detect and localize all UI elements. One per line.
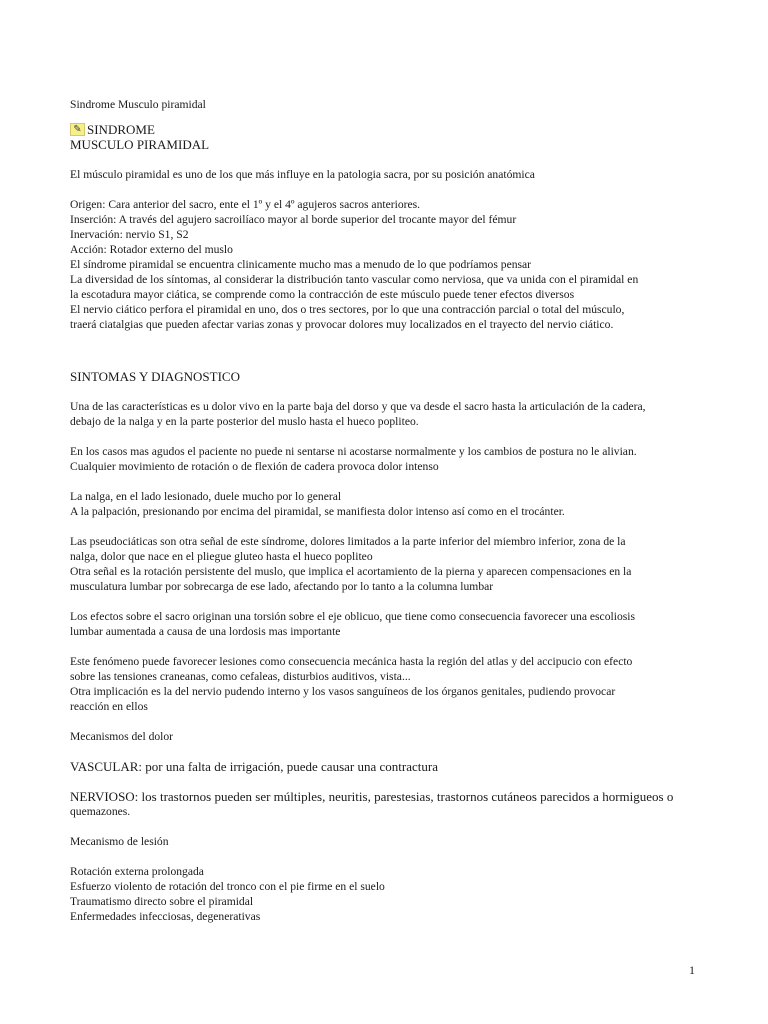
paragraph [70, 444, 700, 474]
list-item: Esfuerzo violento de rotación del tronco con el pie firme en el suelo [70, 880, 385, 893]
anatomy-details [70, 197, 700, 332]
detail-line: traerá ciatalgias que pueden afectar varias zonas y provocar dolores muy localizados en el trayecto del nervio ciático. [70, 318, 614, 331]
note-marker-icon[interactable]: ✎ [70, 123, 85, 136]
detail-line: la escotadura mayor ciática, se comprende como la contracción de este músculo puede tener efectos diversos [70, 288, 575, 301]
paragraph-line: La nalga, en el lado lesionado, duele mucho por lo general [70, 490, 342, 503]
paragraph [70, 534, 700, 594]
detail-line: La diversidad de los síntomas, al considerar la distribución tanto vascular como nerviosa, que va unida con el piramidal en [70, 273, 639, 286]
detail-line: Acción: Rotador externo del muslo [70, 243, 233, 256]
detail-line: El nervio ciático perfora el piramidal en uno, dos o tres sectores, por lo que una contracción parcial o total del músculo, [70, 303, 625, 316]
paragraph-line: NERVIOSO: los trastornos pueden ser múltiples, neuritis, parestesias, trastornos cutáneos parecidos a hormigueos o [70, 789, 674, 804]
detail-line: Inervación: nervio S1, S2 [70, 228, 189, 241]
detail-line: Inserción: A través del agujero sacroilíaco mayor al borde superior del trocante mayor del fémur [70, 213, 517, 226]
list-item: Rotación externa prolongada [70, 865, 204, 878]
paragraph-line: Las pseudociáticas son otra señal de este síndrome, dolores limitados a la parte inferior del miembro inferior, zona de la [70, 535, 626, 548]
paragraph [70, 654, 700, 714]
document-body [70, 97, 700, 924]
paragraph-line: En los casos mas agudos el paciente no puede ni sentarse ni acostarse normalmente y los cambios de postura no le alivian. [70, 445, 637, 458]
main-heading-line-1: SINDROME [87, 122, 155, 137]
list-item: Traumatismo directo sobre el piramidal [70, 895, 254, 908]
vascular-paragraph: VASCULAR: por una falta de irrigación, puede causar una contractura [70, 759, 438, 774]
paragraph-line: reacción en ellos [70, 700, 148, 713]
paragraph-line: Los efectos sobre el sacro originan una torsión sobre el eje oblicuo, que tiene como consecuencia favorecer una escoliosis [70, 610, 635, 623]
paragraph-line: Cualquier movimiento de rotación o de flexión de cadera provoca dolor intenso [70, 460, 439, 473]
paragraph [70, 609, 700, 639]
paragraph [70, 489, 700, 519]
paragraph-line: Este fenómeno puede favorecer lesiones como consecuencia mecánica hasta la región del atlas y del accipucio con efecto [70, 655, 633, 668]
list-item: Enfermedades infecciosas, degenerativas [70, 910, 261, 923]
paragraph-line: Una de las características es u dolor vivo en la parte baja del dorso y que va desde el sacro hasta la articulación de la cadera, [70, 400, 646, 413]
paragraph-line: A la palpación, presionando por encima del piramidal, se manifiesta dolor intenso así como en el trocánter. [70, 505, 565, 518]
paragraph-line: musculatura lumbar por sobrecarga de ese lado, afectando por lo tanto a la columna lumbar [70, 580, 494, 593]
paragraph-line: Otra implicación es la del nervio pudendo interno y los vasos sanguíneos de los órganos genitales, pudiendo provocar [70, 685, 616, 698]
main-heading-line-2: MUSCULO PIRAMIDAL [70, 137, 210, 152]
paragraph [70, 789, 700, 819]
main-heading [70, 122, 700, 137]
page-number: 1 [689, 963, 695, 977]
paragraph-line: Otra señal es la rotación persistente del muslo, que implica el acortamiento de la pierna y aparecen compensaciones en la [70, 565, 632, 578]
paragraph-line: sobre las tensiones craneanas, como cefaleas, disturbios auditivos, vista... [70, 670, 411, 683]
paragraph-line: debajo de la nalga y en la parte posterior del muslo hasta el hueco popliteo. [70, 415, 419, 428]
paragraph-line: lumbar aumentada a causa de una lordosis mas importante [70, 625, 341, 638]
paragraph-line: quemazones. [70, 805, 131, 818]
paragraph [70, 399, 700, 429]
subheading-mecanismo-lesion: Mecanismo de lesión [70, 835, 169, 848]
detail-line: Origen: Cara anterior del sacro, ente el 1º y el 4º agujeros sacros anteriores. [70, 198, 421, 211]
lesion-list [70, 864, 700, 924]
subheading-mecanismos-dolor: Mecanismos del dolor [70, 730, 174, 743]
document-title: Sindrome Musculo piramidal [70, 98, 206, 111]
intro-paragraph: El músculo piramidal es uno de los que más influye en la patologia sacra, por su posición anatómica [70, 168, 535, 181]
detail-line: El síndrome piramidal se encuentra clinicamente mucho mas a menudo de lo que podríamos pensar [70, 258, 532, 271]
paragraph-line: nalga, dolor que nace en el pliegue gluteo hasta el hueco popliteo [70, 550, 373, 563]
section-heading: SINTOMAS Y DIAGNOSTICO [70, 369, 240, 384]
